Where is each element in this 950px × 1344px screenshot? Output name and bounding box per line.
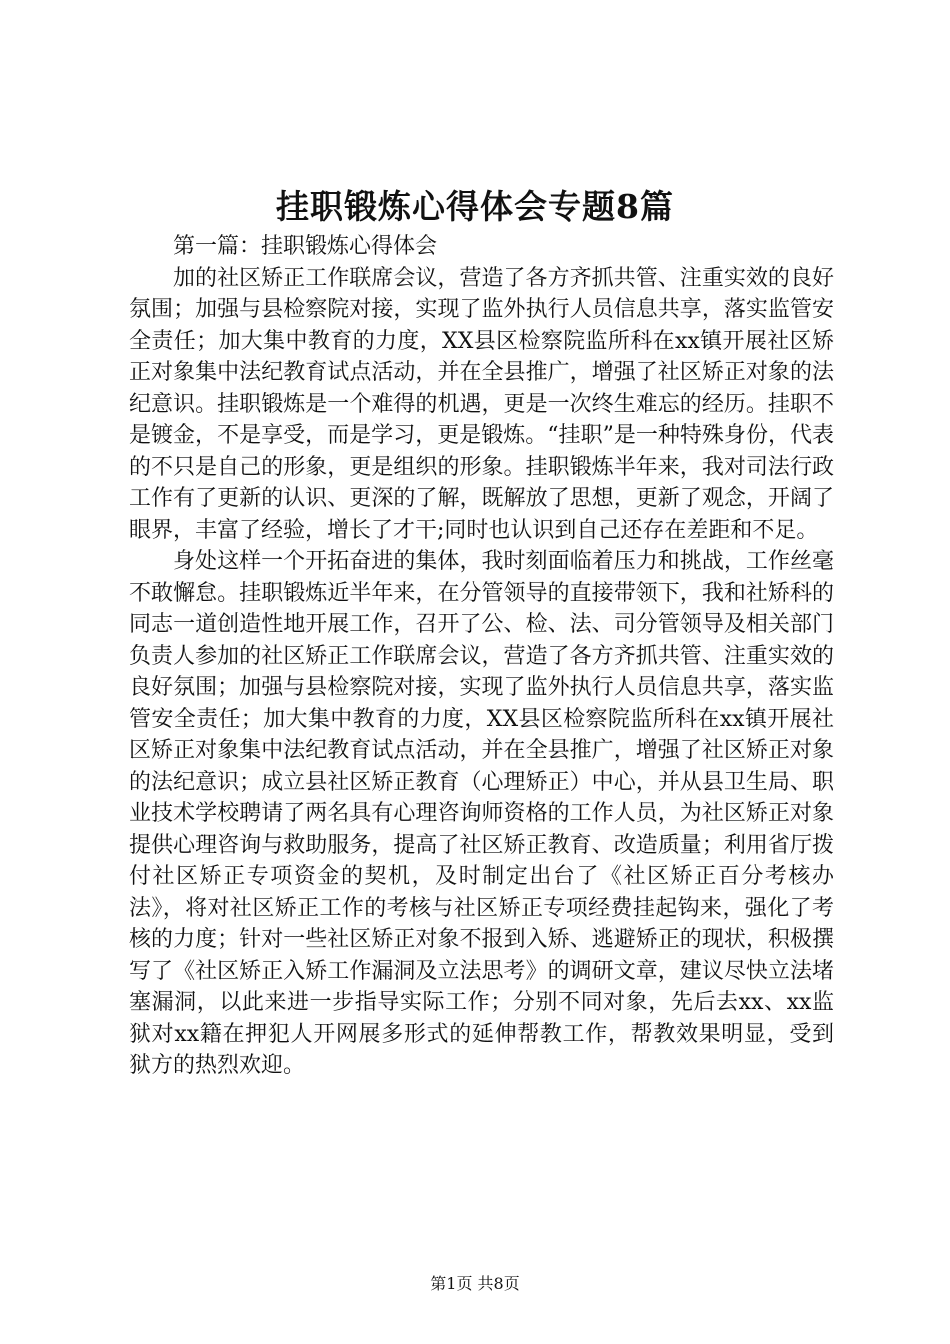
section-heading: 第一篇：挂职锻炼心得体会: [173, 234, 438, 259]
page-footer: 第1页 共8页: [430, 1274, 520, 1293]
document-body: [129, 231, 834, 1082]
body-paragraph-2: 身处这样一个开拓奋进的集体，我时刻面临着压力和挑战，工作丝毫不敢懈怠。挂职锻炼近半年来，在分管领导的直接带领下，我和社矫科的同志一道创造性地开展工作，召开了公、检、法、司分管领导及相关部门负责人参加的社区矫正工作联席会议，营造了各方齐抓共管、注重实效的良好氛围；加强与县检察院对接，实现了监外执行人员信息共享，落实监管安全责任；加大集中教育的力度，XX县区检察院监所科在xx镇开展社区矫正对象集中法纪教育试点活动，并在全县推广，增强了社区矫正对象的法纪意识；成立县社区矫正教育（心理矫正）中心，并从县卫生局、职业技术学校聘请了两名具有心理咨询师资格的工作人员，为社区矫正对象提供心理咨询与救助服务，提高了社区矫正教育、改造质量；利用省厅拨付社区矫正专项资金的契机，及时制定出台了《社区矫正百分考核办法》，将对社区矫正工作的考核与社区矫正专项经费挂起钩来，强化了考核的力度；针对一些社区矫正对象不报到入矫、逃避矫正的现状，积极撰写了《社区矫正入矫工作漏洞及立法思考》的调研文章，建议尽快立法堵塞漏洞，以此来进一步指导实际工作；分别不同对象，先后去xx、xx监狱对xx籍在押犯人开网展多形式的延伸帮教工作，帮教效果明显，受到狱方的热烈欢迎。: [129, 549, 834, 1078]
document-title: 挂职锻炼心得体会专题8篇: [276, 187, 674, 226]
body-paragraph-1: 加的社区矫正工作联席会议，营造了各方齐抓共管、注重实效的良好氛围；加强与县检察院对接，实现了监外执行人员信息共享，落实监管安全责任；加大集中教育的力度，XX县区检察院监所科在xx镇开展社区矫正对象集中法纪教育试点活动，并在全县推广，增强了社区矫正对象的法纪意识。挂职锻炼是一个难得的机遇，更是一次终生难忘的经历。挂职不是镀金，不是享受，而是学习，更是锻炼。“挂职”是一种特殊身份，代表的不只是自己的形象，更是组织的形象。挂职锻炼半年来，我对司法行政工作有了更新的认识、更深的了解，既解放了思想，更新了观念，开阔了眼界，丰富了经验，增长了才干;同时也认识到自己还存在差距和不足。: [129, 265, 834, 543]
